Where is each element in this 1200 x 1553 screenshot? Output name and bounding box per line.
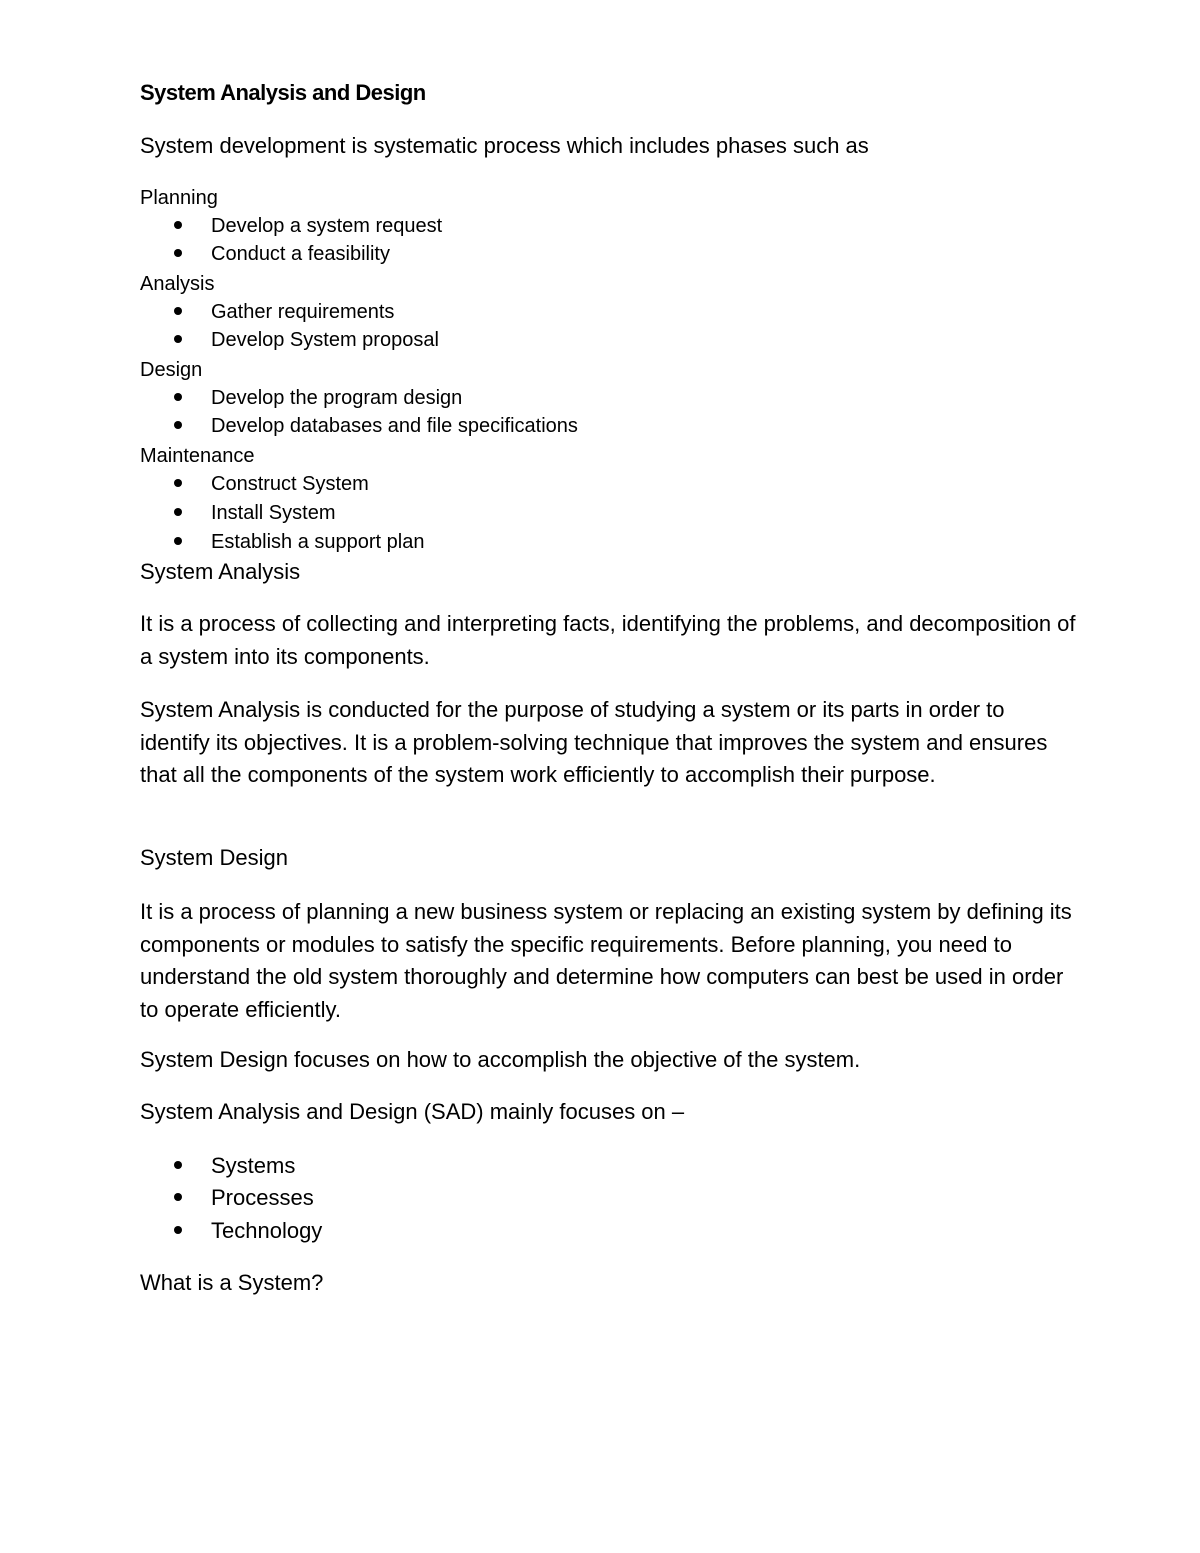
bullet-icon <box>174 415 194 438</box>
list-item-text: Gather requirements <box>211 301 395 323</box>
bullet-icon <box>174 1185 194 1211</box>
system-design-heading: System Design <box>140 845 288 870</box>
list-item-text: Systems <box>211 1153 296 1178</box>
system-design-paragraph-1: It is a process of planning a new business system or replacing an existing system by defining its components or modules to satisfy the specific requirements. Before planning, you need to understand the old system thoroughly and determine how computers can best be used in order to operate efficiently. <box>140 899 1072 1022</box>
phase-heading-maintenance: Maintenance <box>140 445 255 467</box>
bullet-icon <box>174 531 194 554</box>
list-item-text: Develop System proposal <box>211 329 439 351</box>
system-design-paragraph-2: System Design focuses on how to accomplish the objective of the system. <box>140 1047 861 1072</box>
closing-question: What is a System? <box>140 1270 324 1295</box>
list-item <box>174 415 578 438</box>
bullet-icon <box>174 1218 194 1244</box>
phase-heading-planning: Planning <box>140 187 218 209</box>
intro-text: System development is systematic process which includes phases such as <box>140 133 869 158</box>
list-item-text: Construct System <box>211 473 369 495</box>
bullet-icon <box>174 502 194 525</box>
bullet-icon <box>174 215 194 238</box>
system-analysis-paragraph-2: System Analysis is conducted for the purpose of studying a system or its parts in order to identify its objectives. It is a problem-solving technique that improves the system and ensures that all the components of the system work efficiently to accomplish their purpose. <box>140 697 1048 787</box>
system-analysis-paragraph-1: It is a process of collecting and interpreting facts, identifying the problems, and decomposition of a system into its components. <box>140 611 1076 669</box>
list-item <box>174 1153 295 1179</box>
list-item <box>174 1218 322 1244</box>
list-item-text: Processes <box>211 1185 314 1210</box>
list-item <box>174 387 462 410</box>
list-item <box>174 215 442 238</box>
list-item-text: Develop databases and file specifications <box>211 415 578 437</box>
bullet-icon <box>174 473 194 496</box>
sad-focus-lead: System Analysis and Design (SAD) mainly focuses on – <box>140 1099 685 1124</box>
list-item <box>174 329 439 352</box>
bullet-icon <box>174 329 194 352</box>
list-item <box>174 502 335 525</box>
list-item <box>174 531 424 554</box>
list-item-text: Conduct a feasibility <box>211 243 390 265</box>
list-item-text: Develop a system request <box>211 215 443 237</box>
list-item-text: Technology <box>211 1218 323 1243</box>
bullet-icon <box>174 1153 194 1179</box>
list-item <box>174 473 369 496</box>
phase-heading-design: Design <box>140 359 203 381</box>
document-title: System Analysis and Design <box>140 80 426 105</box>
list-item <box>174 1185 314 1211</box>
list-item <box>174 301 394 324</box>
bullet-icon <box>174 243 194 266</box>
system-analysis-heading: System Analysis <box>140 559 301 584</box>
list-item-text: Establish a support plan <box>211 531 425 553</box>
bullet-icon <box>174 387 194 410</box>
list-item-text: Install System <box>211 502 336 524</box>
phase-heading-analysis: Analysis <box>140 273 215 295</box>
list-item-text: Develop the program design <box>211 387 463 409</box>
bullet-icon <box>174 301 194 324</box>
list-item <box>174 243 390 266</box>
